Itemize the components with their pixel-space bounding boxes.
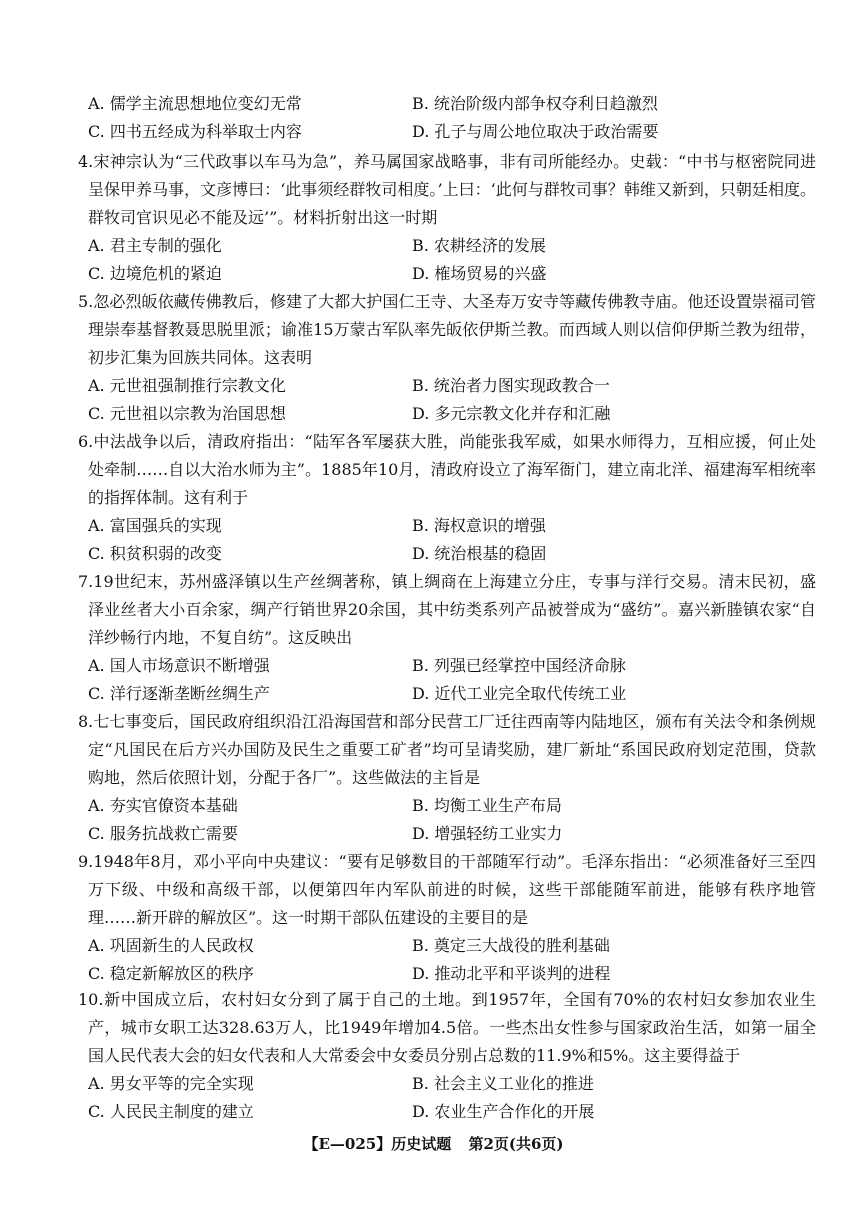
q3-option-c: C. 四书五经成为科举取士内容 <box>88 122 302 141</box>
question-7-option-c: C. 洋行逐渐垄断丝绸生产 <box>88 684 270 703</box>
question-9-option-a: A. 巩固新生的人民政权 <box>88 936 254 955</box>
question-8-option-b: B. 均衡工业生产布局 <box>412 796 562 815</box>
question-4-option-a: A. 君主专制的强化 <box>88 236 222 255</box>
question-4-option-d: D. 榷场贸易的兴盛 <box>412 264 547 283</box>
question-5-option-c: C. 元世祖以宗教为治国思想 <box>88 404 286 423</box>
question-10-option-d: D. 农业生产合作化的开展 <box>412 1102 595 1121</box>
question-5-option-a: A. 元世祖强制推行宗教文化 <box>88 376 286 395</box>
question-7 <box>78 568 816 708</box>
question-4-option-b: B. 农耕经济的发展 <box>412 236 546 255</box>
question-7-option-d: D. 近代工业完全取代传统工业 <box>412 684 627 703</box>
question-7-option-b: B. 列强已经掌控中国经济命脉 <box>412 656 626 675</box>
question-6-option-c: C. 积贫积弱的改变 <box>88 544 222 563</box>
question-5-option-b: B. 统治者力图实现政教合一 <box>412 376 610 395</box>
question-5-option-d: D. 多元宗教文化并存和汇融 <box>412 404 611 423</box>
question-4-option-c: C. 边境危机的紧迫 <box>88 264 222 283</box>
question-8-option-d: D. 增强轻纺工业实力 <box>412 824 563 843</box>
question-6 <box>78 428 816 568</box>
question-5-options <box>88 372 808 428</box>
question-5-stem: 5.忽必烈皈依藏传佛教后，修建了大都大护国仁王寺、大圣寿万安寺等藏传佛教寺庙。他还设置崇福司管理崇奉基督教聂思脱里派；谕准15万蒙古军队率先皈依伊斯兰教。而西域人则以信仰伊斯兰教为纽带，初步汇集为回族共同体。这表明 <box>78 292 816 367</box>
question-8-options <box>88 792 808 848</box>
question-6-option-a: A. 富国强兵的实现 <box>88 516 222 535</box>
question-5 <box>78 288 816 428</box>
question-10-option-a: A. 男女平等的完全实现 <box>88 1074 254 1093</box>
question-7-stem: 7.19世纪末，苏州盛泽镇以生产丝绸著称，镇上绸商在上海建立分庄，专事与洋行交易。清末民初，盛泽业丝者大小百余家，绸产行销世界20余国，其中纺类系列产品被誉成为“盛纺”。嘉兴新塍镇农家“自洋纱畅行内地，不复自纺”。这反映出 <box>78 572 816 647</box>
q3-options <box>88 90 808 146</box>
question-6-stem: 6.中法战争以后，清政府指出：“陆军各军屡获大胜，尚能张我军威，如果水师得力，互相应援，何止处处牵制……自以大治水师为主”。1885年10月，清政府设立了海军衙门，建立南北洋、福建海军相统率的指挥体制。这有利于 <box>78 432 816 507</box>
question-8-stem: 8.七七事变后，国民政府组织沿江沿海国营和部分民营工厂迁往西南等内陆地区，颁布有关法令和条例规定“凡国民在后方兴办国防及民生之重要工矿者”均可呈请奖励，建厂新址“系国民政府划定范围，贷款购地，然后依照计划，分配于各厂”。这些做法的主旨是 <box>78 712 816 787</box>
question-6-option-d: D. 统治根基的稳固 <box>412 544 547 563</box>
question-4-options <box>88 232 808 288</box>
question-9-stem: 9.1948年8月，邓小平向中央建议：“要有足够数目的干部随军行动”。毛泽东指出：“必须准备好三至四万下级、中级和高级干部，以便第四年内军队前进的时候，这些干部能随军前进，能够有秩序地管理……新开辟的解放区”。这一时期干部队伍建设的主要目的是 <box>78 852 816 927</box>
page-number: 第2页(共6页) <box>468 1135 564 1153</box>
exam-code: 【E—025】历史试题 <box>303 1135 452 1153</box>
question-7-options <box>88 652 808 708</box>
page-footer <box>0 1133 867 1154</box>
question-10-option-b: B. 社会主义工业化的推进 <box>412 1074 594 1093</box>
question-10-options <box>88 1070 808 1126</box>
question-10-stem: 10.新中国成立后，农村妇女分到了属于自己的土地。到1957年，全国有70%的农村妇女参加农业生产，城市女职工达328.63万人，比1949年增加4.5倍。一些杰出女性参与国家政治生活，如第一届全国人民代表大会的妇女代表和人大常委会中女委员分别占总数的11.9%和5%。这主要得益于 <box>78 990 816 1065</box>
question-7-option-a: A. 国人市场意识不断增强 <box>88 656 270 675</box>
question-8-option-a: A. 夯实官僚资本基础 <box>88 796 238 815</box>
q3-option-d: D. 孔子与周公地位取决于政治需要 <box>412 122 659 141</box>
question-9-option-d: D. 推动北平和平谈判的进程 <box>412 964 611 983</box>
question-4 <box>78 148 816 288</box>
question-8 <box>78 708 816 848</box>
question-4-stem: 4.宋神宗认为“三代政事以车马为急”，养马属国家战略事，非有司所能经办。史载：“中书与枢密院同进呈保甲养马事，文彦博曰：‘此事须经群牧司相度。’上曰：‘此何与群牧司事？韩维又新到，只朝廷相度。群牧司官识见必不能及远’”。材料折射出这一时期 <box>78 152 816 227</box>
question-8-option-c: C. 服务抗战救亡需要 <box>88 824 238 843</box>
question-10 <box>78 986 816 1126</box>
question-9 <box>78 848 816 988</box>
question-9-option-b: B. 奠定三大战役的胜利基础 <box>412 936 610 955</box>
q3-option-b: B. 统治阶级内部争权夺利日趋激烈 <box>412 94 658 113</box>
question-9-options <box>88 932 808 988</box>
question-10-option-c: C. 人民民主制度的建立 <box>88 1102 254 1121</box>
q3-option-a: A. 儒学主流思想地位变幻无常 <box>88 94 302 113</box>
question-9-option-c: C. 稳定新解放区的秩序 <box>88 964 254 983</box>
question-6-option-b: B. 海权意识的增强 <box>412 516 546 535</box>
question-6-options <box>88 512 808 568</box>
